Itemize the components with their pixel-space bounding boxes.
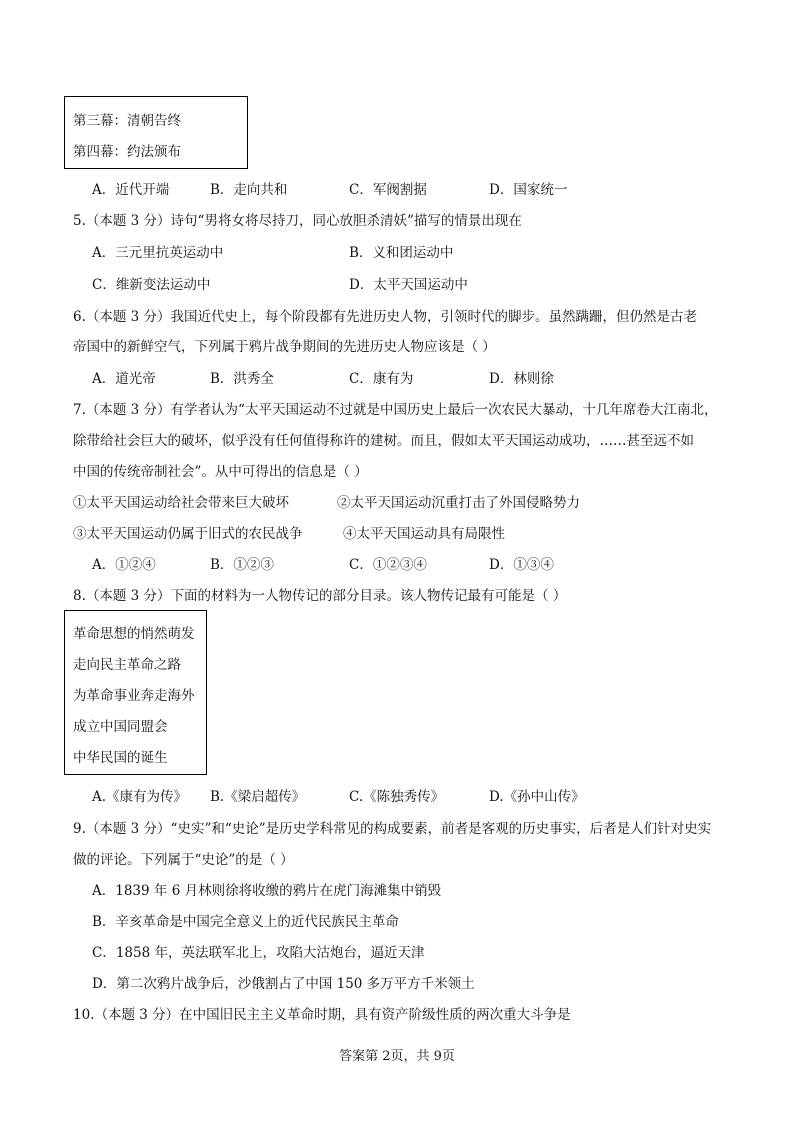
q7-statement: ③太平天国运动仍属于旧式的农民战争 <box>73 526 303 542</box>
q8-option-c: C.《陈独秀传》 <box>349 789 445 805</box>
q7-option-a: A．①②④ <box>92 557 156 573</box>
q9-option-d: D．第二次鸦片战争后，沙俄割占了中国 150 多万平方千米领土 <box>92 976 475 992</box>
q7-option-d: D．①③④ <box>489 557 554 573</box>
contents-line: 革命思想的悄然萌发 <box>73 626 195 642</box>
q5-option-b: B．义和团运动中 <box>349 245 454 261</box>
q9-option-c: C．1858 年，英法联军北上，攻陷大沽炮台，逼近天津 <box>92 945 425 961</box>
q7-statement: ②太平天国运动沉重打击了外国侵略势力 <box>337 495 580 511</box>
q5-option-a: A．三元里抗英运动中 <box>92 245 224 261</box>
q4-option-d: D．国家统一 <box>489 182 568 198</box>
q6-stem-line: 6.（本题 3 分）我国近代史上，每个阶段都有先进历史人物，引领时代的脚步。虽然蹒跚，但仍然是古老 <box>73 309 698 325</box>
q5-option-c: C．维新变法运动中 <box>92 277 211 293</box>
q7-stem-line: 7.（本题 3 分）有学者认为“太平天国运动不过就是中国历史上最后一次农民大暴动，十几年席卷大江南北， <box>73 402 718 418</box>
q8-option-b: B.《梁启超传》 <box>210 789 306 805</box>
q4-option-c: C．军阀割据 <box>349 182 427 198</box>
contents-line: 中华民国的诞生 <box>73 750 168 766</box>
q7-option-c: C．①②③④ <box>349 557 427 573</box>
q4-option-a: A．近代开端 <box>92 182 170 198</box>
q5-stem: 5.（本题 3 分）诗句“男将女将尽持刀，同心放胆杀清妖”描写的情景出现在 <box>73 213 522 229</box>
q10-stem: 10.（本题 3 分）在中国旧民主主义革命时期，具有资产阶级性质的两次重大斗争是 <box>73 1007 571 1023</box>
q6-option-b: B．洪秀全 <box>210 371 274 387</box>
box-line: 第三幕：清朝告终 <box>73 113 181 129</box>
q7-statement: ①太平天国运动给社会带来巨大破坏 <box>73 495 289 511</box>
q4-option-b: B．走向共和 <box>210 182 288 198</box>
q8-option-d: D.《孙中山传》 <box>489 789 585 805</box>
q9-option-b: B．辛亥革命是中国完全意义上的近代民族民主革命 <box>92 914 399 930</box>
q7-stem-line: 中国的传统帝制社会”。从中可得出的信息是（ ） <box>73 464 368 480</box>
q8-stem: 8.（本题 3 分）下面的材料为一人物传记的部分目录。该人物传记最有可能是（ ） <box>73 588 567 604</box>
q6-option-c: C．康有为 <box>349 371 414 387</box>
q7-stem-line: 除带给社会巨大的破坏，似乎没有任何值得称许的建树。而且，假如太平天国运动成功，……甚至远不如 <box>73 433 694 449</box>
q6-option-a: A．道光帝 <box>92 371 156 387</box>
q7-option-b: B．①②③ <box>210 557 274 573</box>
q9-stem-line: 9.（本题 3 分）“史实”和“史论”是历史学科常见的构成要素，前者是客观的历史事实，后者是人们针对史实 <box>73 821 712 837</box>
q6-stem-line: 帝国中的新鲜空气，下列属于鸦片战争期间的先进历史人物应该是（ ） <box>73 339 496 355</box>
q5-option-d: D．太平天国运动中 <box>349 277 468 293</box>
page-footer: 答案第 2页，共 9页 <box>339 1049 455 1064</box>
q9-stem-line: 做的评论。下列属于“史论”的是（ ） <box>73 852 294 868</box>
q6-option-d: D．林则徐 <box>489 371 554 387</box>
contents-line: 成立中国同盟会 <box>73 719 168 735</box>
q9-option-a: A．1839 年 6 月林则徐将收缴的鸦片在虎门海滩集中销毁 <box>92 883 442 899</box>
q8-option-a: A.《康有为传》 <box>92 789 188 805</box>
contents-line: 为革命事业奔走海外 <box>73 688 195 704</box>
contents-line: 走向民主革命之路 <box>73 657 181 673</box>
q7-statement: ④太平天国运动具有局限性 <box>343 526 505 542</box>
box-line: 第四幕：约法颁布 <box>73 144 181 160</box>
